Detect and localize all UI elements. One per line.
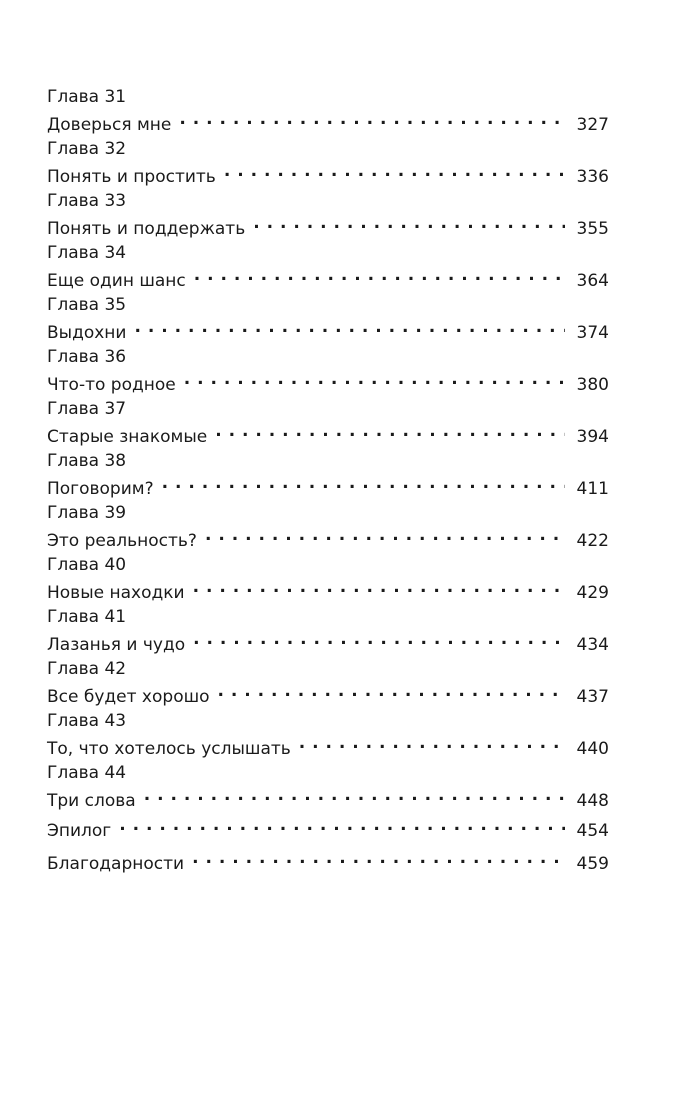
dot-leader [162,472,565,494]
toc-entry-title: Выдохни [47,323,127,343]
toc-entry [47,732,609,759]
dot-leader [253,212,565,234]
toc-entry-page: 355 [576,219,609,239]
toc-entry-title: Это реальность? [47,531,197,551]
toc-entry-title: Новые находки [47,583,185,603]
toc-entry-title: Эпилог [47,821,112,841]
toc-entry-title: То, что хотелось услышать [47,739,291,759]
toc-entry [47,316,609,343]
toc-entry-title: Поговорим? [47,479,154,499]
dot-leader [193,576,565,598]
toc-entry-page: 411 [576,479,609,499]
dot-leader [134,316,565,338]
toc-entry-page: 429 [576,583,609,603]
toc-entry-page: 394 [576,427,609,447]
chapter-heading: Глава 42 [47,659,127,679]
toc-entry [47,784,609,811]
chapter-heading: Глава 33 [47,191,127,211]
toc-entry-page: 364 [576,271,609,291]
toc-entry-page: 422 [576,531,609,551]
chapter-heading: Глава 40 [47,555,127,575]
toc-entry-page: 380 [576,375,609,395]
toc-entry-epilogue [47,814,609,841]
toc-entry-title: Благодарности [47,854,185,874]
chapter-heading: Глава 44 [47,763,127,783]
toc-entry-page: 459 [576,854,609,874]
chapter-heading: Глава 43 [47,711,127,731]
toc-entry-page: 327 [576,115,609,135]
toc-entry-page: 437 [576,687,609,707]
toc-entry [47,160,609,187]
toc-entry-page: 454 [576,821,609,841]
toc-entry-title: Старые знакомые [47,427,208,447]
toc-entry-page: 440 [576,739,609,759]
toc-entry-acknowledgements [47,847,609,874]
chapter-heading: Глава 36 [47,347,127,367]
toc-entry [47,576,609,603]
table-of-contents [47,86,609,880]
dot-leader [205,524,565,546]
chapter-heading: Глава 32 [47,139,127,159]
toc-entry [47,420,609,447]
chapter-heading: Глава 34 [47,243,127,263]
toc-entry [47,524,609,551]
toc-entry-page: 336 [576,167,609,187]
dot-leader [192,847,565,869]
toc-entry-title: Лазанья и чудо [47,635,186,655]
toc-entry-title: Доверься мне [47,115,172,135]
toc-entry-title: Все будет хорошо [47,687,210,707]
chapter-heading: Глава 35 [47,295,127,315]
toc-entry-title: Три слова [47,791,136,811]
dot-leader [179,108,565,130]
dot-leader [215,420,565,442]
dot-leader [194,264,565,286]
toc-entry [47,472,609,499]
chapter-heading: Глава 31 [47,87,127,107]
toc-entry-title: Еще один шанс [47,271,186,291]
toc-entry-page: 374 [576,323,609,343]
toc-entry [47,108,609,135]
chapter-heading: Глава 41 [47,607,127,627]
toc-entry [47,680,609,707]
chapter-heading: Глава 39 [47,503,127,523]
dot-leader [119,814,565,836]
toc-entry-page: 448 [576,791,609,811]
toc-entry-title: Понять и поддержать [47,219,246,239]
toc-entry [47,368,609,395]
dot-leader [193,628,565,650]
dot-leader [144,784,565,806]
dot-leader [184,368,565,390]
toc-entry [47,264,609,291]
toc-entry-page: 434 [576,635,609,655]
toc-entry-title: Понять и простить [47,167,216,187]
toc-entry-title: Что-то родное [47,375,176,395]
toc-entry [47,212,609,239]
chapter-heading: Глава 37 [47,399,127,419]
dot-leader [224,160,565,182]
toc-entry [47,628,609,655]
dot-leader [218,680,565,702]
chapter-heading: Глава 38 [47,451,127,471]
dot-leader [299,732,565,754]
